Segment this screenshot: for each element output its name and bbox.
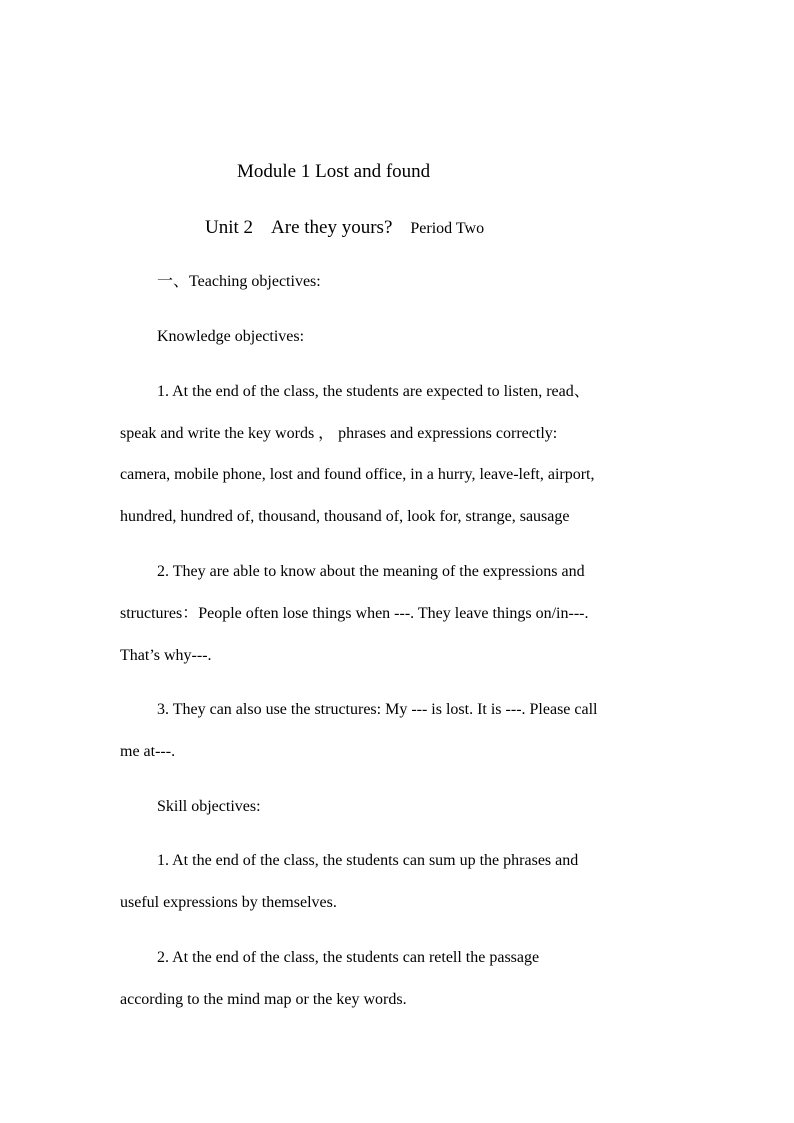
knowledge-item-2-line-1: 2. They are able to know about the meaning of the expressions and	[157, 563, 585, 580]
knowledge-item-1-line-2: speak and write the key words ， phrases and expressions correctly:	[120, 425, 558, 442]
knowledge-item-1-line-3: camera, mobile phone, lost and found office, in a hurry, leave-left, airport,	[120, 466, 595, 483]
skill-item-2-line-2: according to the mind map or the key words.	[120, 991, 407, 1008]
skill-objectives-heading: Skill objectives:	[157, 798, 261, 815]
section-heading: 一、Teaching objectives:	[157, 273, 321, 290]
page-title: Module 1 Lost and found	[237, 161, 431, 182]
knowledge-item-2-line-3: That’s why---.	[120, 647, 212, 664]
page-subtitle	[205, 216, 484, 241]
knowledge-item-2-line-2: structures：People often lose things when ---. They leave things on/in---.	[120, 605, 589, 622]
knowledge-item-1-line-1: 1. At the end of the class, the students are expected to listen, read、	[157, 383, 590, 400]
subtitle-unit: Unit 2	[205, 217, 254, 238]
knowledge-item-3-line-1: 3. They can also use the structures: My --- is lost. It is ---. Please call	[157, 701, 598, 718]
subtitle-period: Period Two	[410, 220, 485, 237]
knowledge-item-3-line-2: me at---.	[120, 743, 176, 760]
knowledge-objectives-heading: Knowledge objectives:	[157, 328, 305, 345]
subtitle-question: Are they yours?	[271, 217, 393, 238]
skill-item-2-line-1: 2. At the end of the class, the students can retell the passage	[157, 949, 540, 966]
skill-item-1-line-2: useful expressions by themselves.	[120, 894, 337, 911]
skill-item-1-line-1: 1. At the end of the class, the students can sum up the phrases and	[157, 852, 579, 869]
knowledge-item-1-line-4: hundred, hundred of, thousand, thousand of, look for, strange, sausage	[120, 508, 570, 525]
